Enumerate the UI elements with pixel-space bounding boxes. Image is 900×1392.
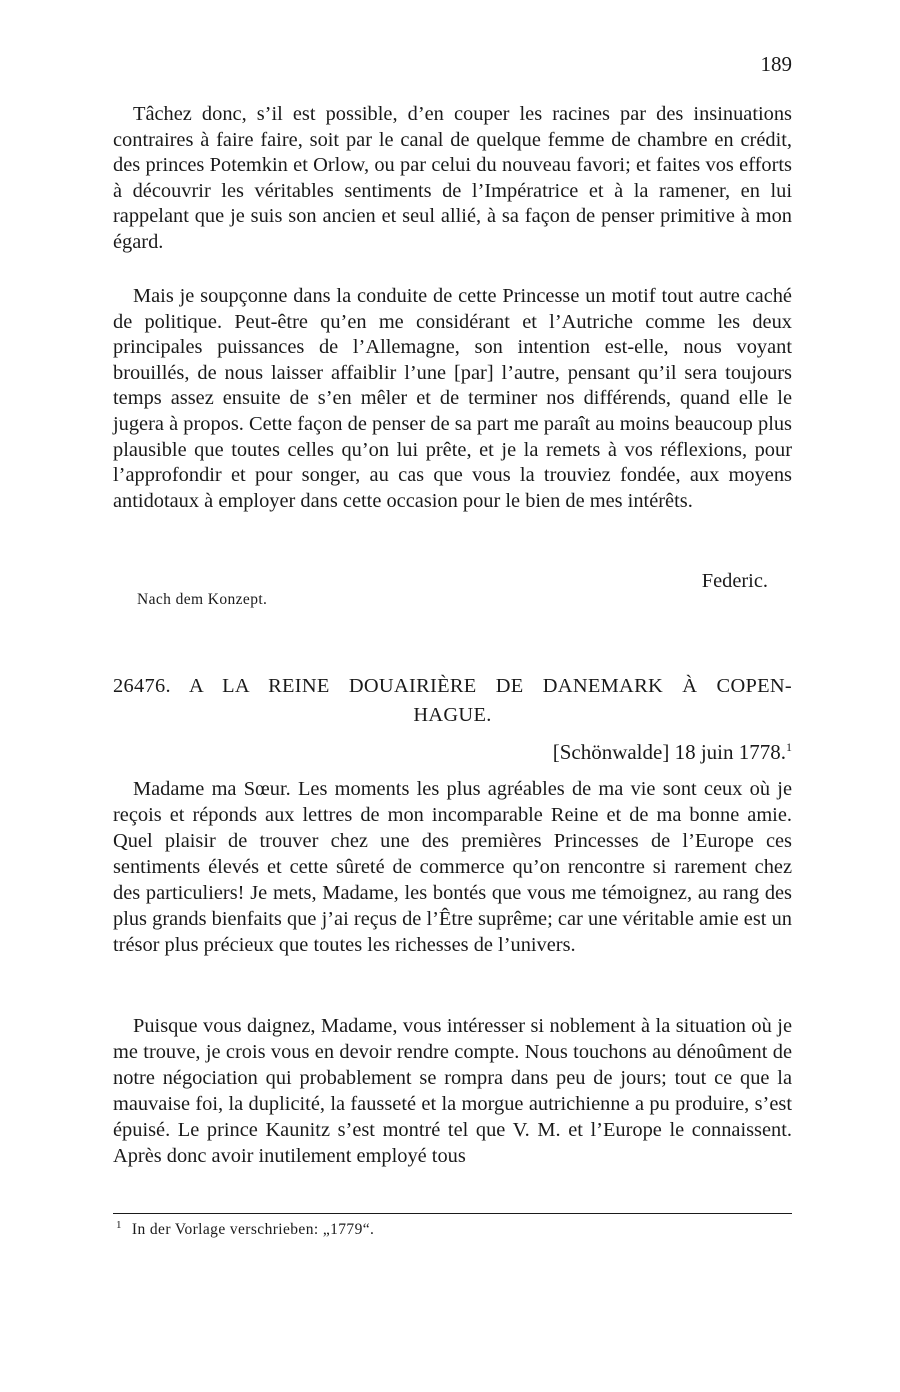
dateline [400,740,792,765]
letter-paragraph-2: Mais je soupçonne dans la conduite de cette Princesse un motif tout autre caché de politique. Peut-être qu’en me considérant et l’Autriche comme les deux principales puissances de l’Allemagne, son intention est-elle, nous voyant brouillés, de nous laisser affaiblir l’une [par] l’autre, pensant qu’il sera toujours temps assez ensuite de s’en mêler et de terminer nos différends, quand elle le jugera à propos. Cette façon de penser de sa part me paraît au moins beaucoup plus plausible que toutes celles qu’on lui prête, et je la remets à vos réflexions, pour l’approfondir et pour songer, au cas que vous la trouviez fondée, aux moyens antidotaux à employer dans cette occasion pour le bien de mes intérêts. [113,285,792,512]
heading-line-2: HAGUE. [413,704,492,726]
footnote-marker: 1 [116,1219,122,1231]
page-number: 189 [760,52,792,76]
footnote-text: In der Vorlage verschrieben: „1779“. [131,1221,375,1239]
source-note: Nach dem Konzept. [137,591,268,608]
letter-paragraph-4: Puisque vous daignez, Madame, vous intéresser si noblement à la situation où je me trouve, je crois vous en devoir rendre compte. Nous touchons au dénoûment de notre négociation qui probablement se rompra dans peu de jours; tout ce que la mauvaise foi, la duplicité, la fausseté et la morgue autrichienne a pu produire, s’est épuisé. Le prince Kaunitz s’est montré tel que V. M. et l’Europe le connaissent. Après donc avoir inutilement employé tous [113,1015,792,1167]
letter-paragraph-3: Madame ma Sœur. Les moments les plus agréables de ma vie sont ceux où je reçois et réponds aux lettres de mon incomparable Reine et de ma bonne amie. Quel plaisir de trouver chez une des premières Princesses de l’Europe ces sentiments élevés et cette sûreté de commerce qu’on rencontre si rarement chez des particuliers! Je mets, Madame, les bontés que vous me témoignez, au rang des plus grands bienfaits que j’ai reçus de l’Être suprême; car une véritable amie est un trésor plus précieux que toutes les richesses de l’univers. [113,778,792,956]
footnote [116,1219,374,1239]
heading-line-1: 26476. A LA REINE DOUAIRIÈRE DE DANEMARK À COPEN- [113,675,792,697]
footnote-reference: 1 [786,740,792,754]
letter-paragraph-1: Tâchez donc, s’il est possible, d’en couper les racines par des insinuations contraires à faire faire, soit par le canal de quelque femme de chambre en crédit, des princes Potemkin et Orlow, ou par celui du nouveau favori; et faites vos efforts à découvrir les véritables sentiments de l’Impératrice et à la ramener, en lui rappelant que je suis son ancien et seul allié, à sa façon de penser primitive à mon égard. [113,103,792,253]
footnote-divider [113,1213,792,1214]
dateline-text: [Schönwalde] 18 juin 1778. [552,740,786,764]
letter-heading [113,672,792,730]
signature: Federic. [701,570,768,592]
